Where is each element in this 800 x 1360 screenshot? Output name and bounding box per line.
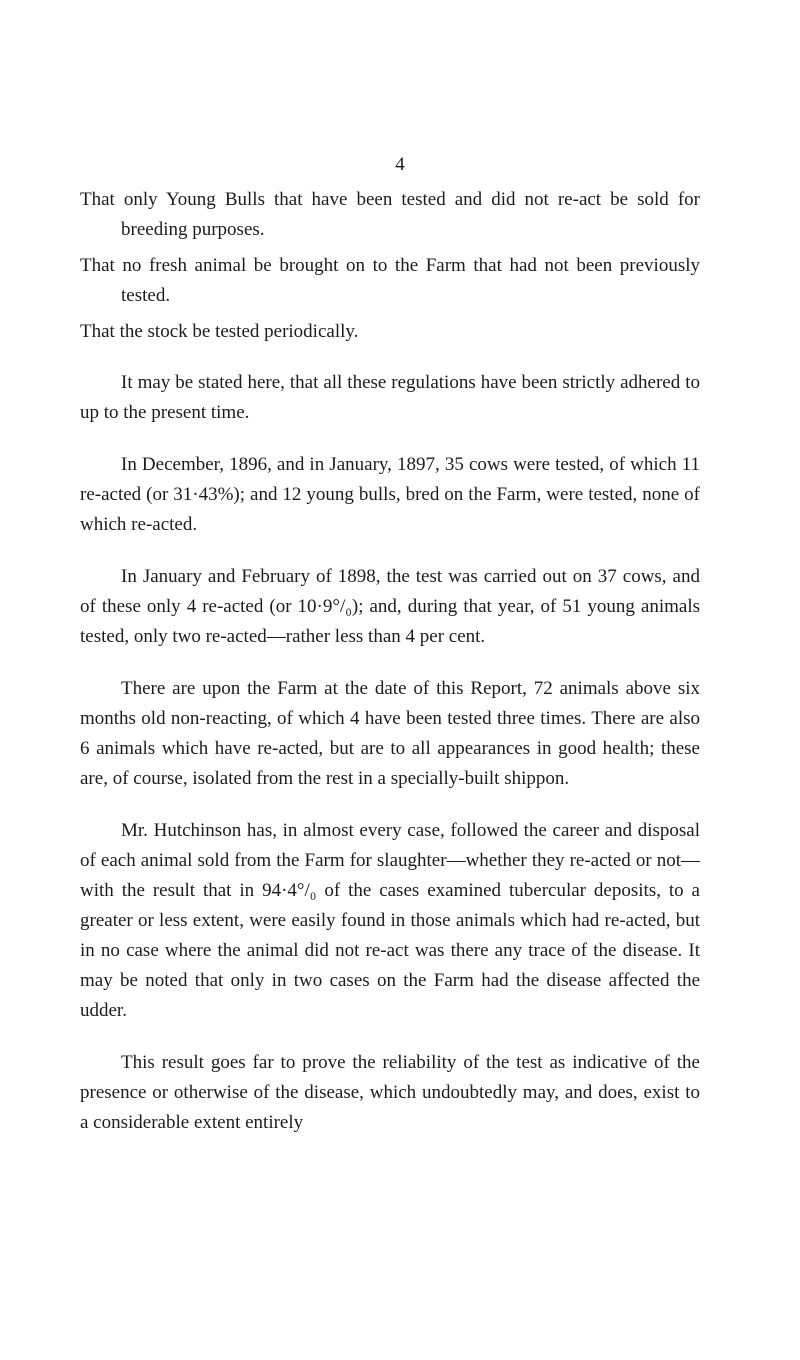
paragraph-regulations-adhered: It may be stated here, that all these regulations have been strictly adhered to up to the present time.	[80, 372, 700, 423]
spacer	[80, 428, 700, 450]
spacer	[80, 353, 700, 368]
paragraph-test-reliability: This result goes far to prove the reliability of the test as indicative of the presence or otherwise of the disease, which undoubtedly may, and does, exist to a considerable extent entirely	[80, 1052, 700, 1133]
spacer	[80, 1026, 700, 1048]
regulation-periodic-testing: That the stock be tested periodically.	[80, 321, 359, 342]
page-body	[80, 185, 700, 1138]
paragraph-1896-1897-tests: In December, 1896, and in January, 1897, 35 cows were tested, of which 11 re-acted (or 31·43%); and 12 young bulls, bred on the Farm, were tested, none of which re-acted.	[80, 454, 700, 535]
paragraph-1898-tests: In January and February of 1898, the test was carried out on 37 cows, and of these only 4 re-acted (or 10·9°/₀); and, during that year, of 51 young animals tested, only two re-acted—rather less than 4 per cent.	[80, 566, 700, 647]
spacer	[80, 652, 700, 674]
regulation-fresh-animals: That no fresh animal be brought on to the Farm that had not been previously tested.	[80, 255, 700, 306]
regulation-young-bulls: That only Young Bulls that have been tested and did not re-act be sold for breeding purposes.	[80, 189, 700, 240]
spacer	[80, 540, 700, 562]
paragraph-slaughter-results: Mr. Hutchinson has, in almost every case, followed the career and disposal of each animal sold from the Farm for slaughter—whether they re-acted or not—with the result that in 94·4°/₀ of the cases examined tubercular deposits, to a greater or less extent, were easily found in those animals which had re-acted, but in no case where the animal did not re-act was there any trace of the disease. It may be noted that only in two cases on the Farm had the disease affected the udder.	[80, 820, 700, 1021]
paragraph-current-stock: There are upon the Farm at the date of this Report, 72 animals above six months old non-reacting, of which 4 have been tested three times. There are also 6 animals which have re-acted, but are to all appearances in good health; these are, of course, isolated from the rest in a specially-built shippon.	[80, 678, 700, 789]
spacer	[80, 794, 700, 816]
page-number: 4	[395, 154, 405, 175]
